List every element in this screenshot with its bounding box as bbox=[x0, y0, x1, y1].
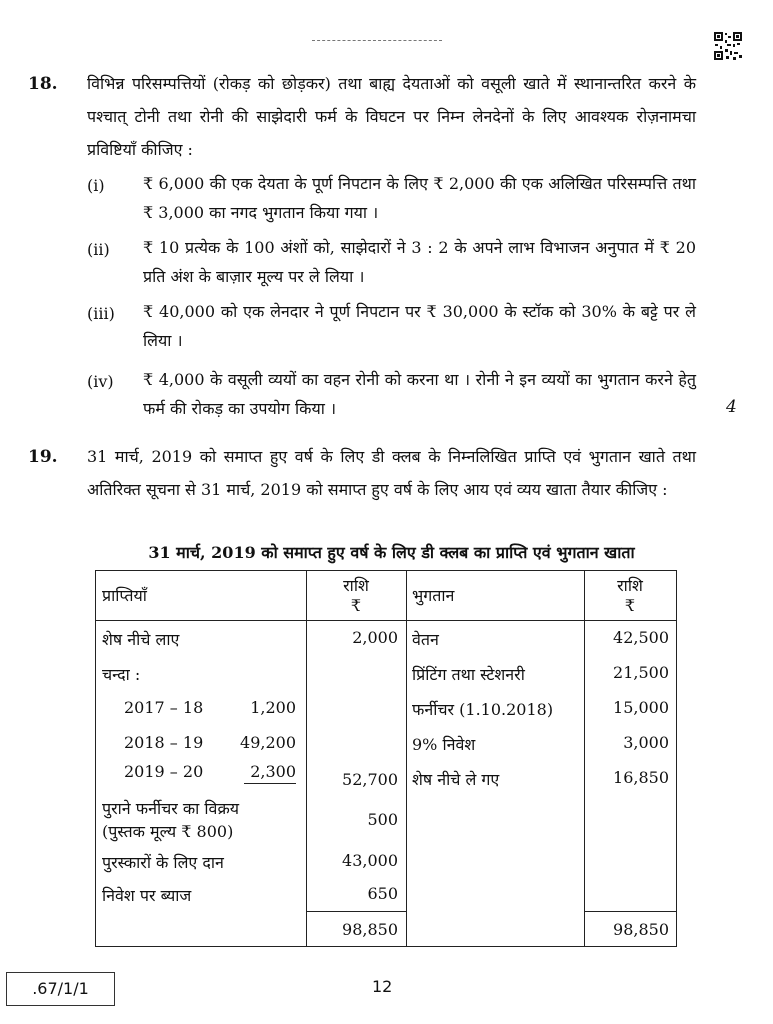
payment-row-4-amount: 3,000 bbox=[623, 733, 669, 752]
subscription-value-1: 1,200 bbox=[250, 698, 296, 717]
table-title: 31 मार्च, 2019 को समाप्त हुए वर्ष के लिए डी क्लब का प्राप्ति एवं भुगतान खाता bbox=[148, 543, 635, 562]
question-18-number: 18. bbox=[28, 74, 58, 94]
donation-label: पुरस्कारों के लिए दान bbox=[102, 853, 224, 872]
payment-row-1-amount: 42,500 bbox=[613, 628, 669, 647]
payment-row-5-label: शेष नीचे ले गए bbox=[412, 770, 500, 789]
subscription-year-2: 2018 – 19 bbox=[124, 733, 204, 752]
subscription-label: चन्दा : bbox=[102, 665, 141, 684]
header-rupee-left: ₹ bbox=[350, 596, 362, 615]
receipt-balance-amount: 2,000 bbox=[352, 628, 398, 647]
furniture-sale-line1: पुराने फर्नीचर का विक्रय bbox=[102, 799, 240, 818]
payment-row-3-amount: 15,000 bbox=[613, 698, 669, 717]
question-19-number: 19. bbox=[28, 447, 58, 467]
furniture-sale-amount: 500 bbox=[367, 810, 398, 829]
q18-item-1-number: (i) bbox=[87, 176, 105, 195]
header-dotted-line bbox=[312, 40, 442, 41]
q18-item-1-text: ₹ 6,000 की एक देयता के पूर्ण निपटान के लिए ₹ 2,000 की एक अलिखित परिसम्पत्ति तथा ₹ 3,000 का नगद भुगतान किया गया । bbox=[143, 174, 696, 222]
q18-item-3-text: ₹ 40,000 को एक लेनदार ने पूर्ण निपटान पर ₹ 30,000 के स्टॉक को 30% के बट्टे पर ले लिया । bbox=[143, 302, 696, 350]
subscription-year-3: 2019 – 20 bbox=[124, 762, 204, 781]
payment-row-3-label: फर्नीचर (1.10.2018) bbox=[412, 700, 554, 719]
header-receipts: प्राप्तियाँ bbox=[102, 586, 147, 605]
interest-amount: 650 bbox=[367, 884, 398, 903]
donation-amount: 43,000 bbox=[342, 851, 398, 870]
payment-row-4-label: 9% निवेश bbox=[412, 735, 476, 754]
q18-item-4-number: (iv) bbox=[87, 372, 114, 391]
payment-row-1-label: वेतन bbox=[412, 630, 439, 649]
payment-row-2-label: प्रिंटिंग तथा स्टेशनरी bbox=[412, 665, 525, 684]
header-amount-left: राशि bbox=[343, 576, 369, 595]
interest-label: निवेश पर ब्याज bbox=[102, 886, 192, 905]
subscription-value-2: 49,200 bbox=[240, 733, 296, 752]
question-18-text: विभिन्न परिसम्पत्तियों (रोकड़ को छोड़कर) तथा बाह्य देयताओं को वसूली खाते में स्थानान्तरित करने के पश्चात् टोनी तथा रोनी की साझेदारी फर्म के विघटन पर निम्न लेनदेनों के लिए आवश्यक रोज़नामचा प्रविष्टियाँ कीजिए : bbox=[87, 74, 696, 159]
q18-item-2-text: ₹ 10 प्रत्येक के 100 अंशों को, साझेदारों ने 3 : 2 के अपने लाभ विभाजन अनुपात में ₹ 20 प्रति अंश के बाज़ार मूल्य पर ले लिया । bbox=[143, 238, 696, 286]
question-18-marks: 4 bbox=[726, 397, 737, 417]
paper-code-box: .67/1/1 bbox=[6, 972, 115, 1006]
receipts-total: 98,850 bbox=[342, 920, 398, 939]
q18-item-4-text: ₹ 4,000 के वसूली व्ययों का वहन रोनी को करना था । रोनी ने इन व्ययों का भुगतान करने हेतु फर्म की रोकड़ का उपयोग किया । bbox=[143, 370, 696, 418]
q18-item-2-number: (ii) bbox=[87, 240, 110, 259]
qr-code-icon bbox=[713, 31, 743, 61]
page-number: 12 bbox=[372, 977, 393, 996]
header-payments: भुगतान bbox=[412, 586, 455, 605]
header-rupee-right: ₹ bbox=[624, 596, 636, 615]
subscription-year-1: 2017 – 18 bbox=[124, 698, 204, 717]
receipt-balance-label: शेष नीचे लाए bbox=[102, 630, 180, 649]
payment-row-5-amount: 16,850 bbox=[613, 768, 669, 787]
subscription-total: 52,700 bbox=[342, 770, 398, 789]
furniture-sale-line2: (पुस्तक मूल्य ₹ 800) bbox=[102, 822, 234, 841]
subscription-value-3: 2,300 bbox=[250, 762, 296, 781]
header-amount-right: राशि bbox=[617, 576, 643, 595]
subscription-underline bbox=[244, 783, 296, 784]
q18-item-3-number: (iii) bbox=[87, 304, 115, 323]
payment-row-2-amount: 21,500 bbox=[613, 663, 669, 682]
question-19-text: 31 मार्च, 2019 को समाप्त हुए वर्ष के लिए डी क्लब के निम्नलिखित प्राप्ति एवं भुगतान खाते तथा अतिरिक्त सूचना से 31 मार्च, 2019 को समाप्त हुए वर्ष के लिए आय एवं व्यय खाता तैयार कीजिए : bbox=[87, 447, 696, 499]
payments-total: 98,850 bbox=[613, 920, 669, 939]
